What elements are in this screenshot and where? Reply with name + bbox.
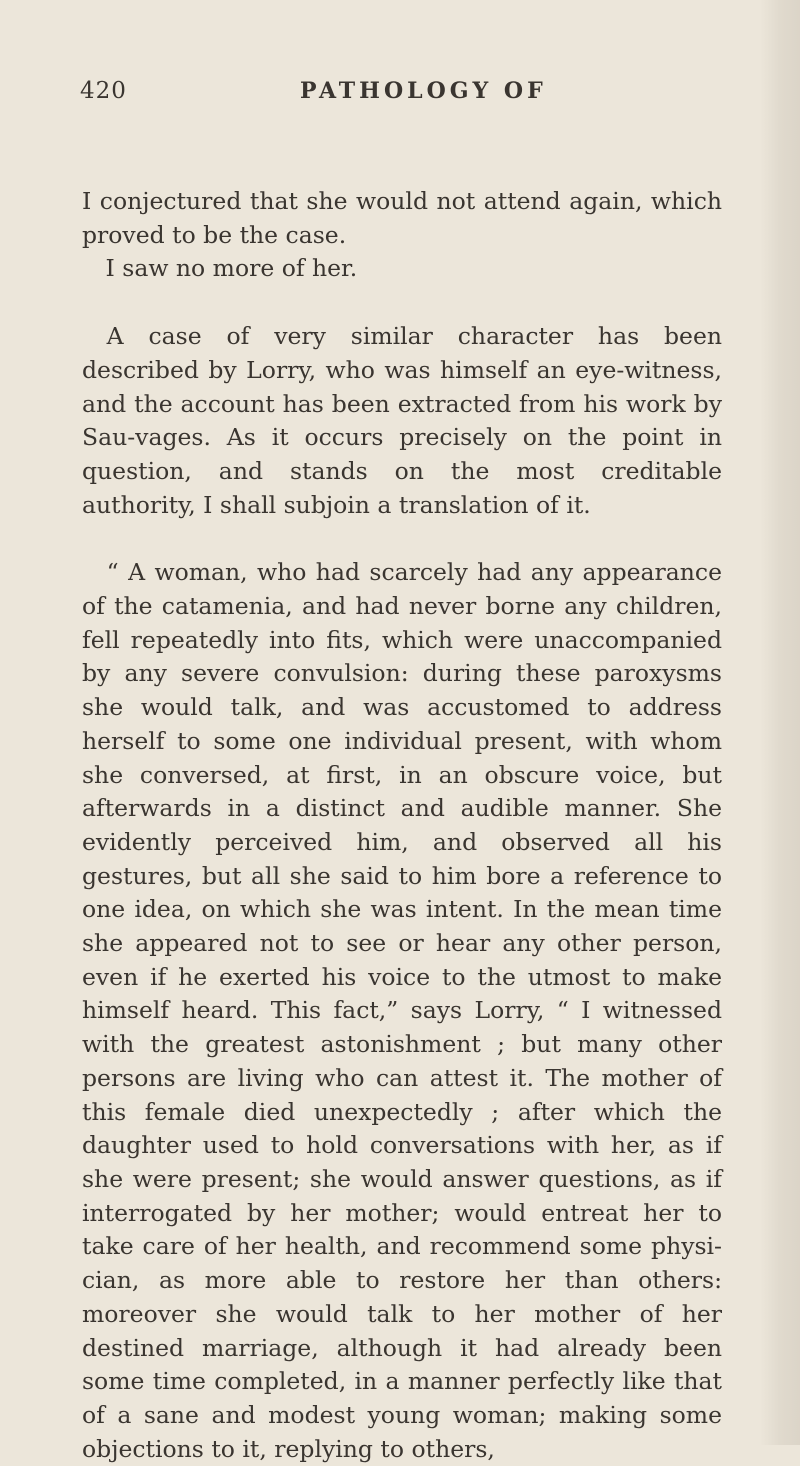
paragraph-1: I conjectured that she would not attend again, which proved to be the case. — [82, 187, 722, 249]
paragraph-2: I saw no more of her. — [105, 254, 358, 283]
page-edge-shadow — [760, 0, 800, 1445]
body-text — [82, 185, 722, 1466]
paragraph-gap — [82, 522, 722, 556]
page-number: 420 — [80, 78, 127, 104]
paragraph-4-quotation: “ A woman, who had scarcely had any appearance of the catamenia, and had never borne any children, fell repeatedly into fits, which were unaccompanied by any severe convulsion: during these paroxysms she would talk, and was accustomed to address herself to some one individual present, with whom she conversed, at first, in an obscure voice, but afterwards in a distinct and audible manner. She evidently perceived him, and observed all his gestures, but all she said to him bore a reference to one idea, on which she was intent. In the mean time she appeared not to see or hear any other person, even if he exerted his voice to the utmost to make himself heard. This fact,” says Lorry, “ I witnessed with the greatest astonishment ; but many other persons are living who can attest it. The mother of this female died unexpectedly ; after which the daughter used to hold conversations with her, as if she were present; she would answer questions, as if interrogated by her mother; would entreat her to take care of her health, and recommend some physi-cian, as more able to restore her than others: moreover she would talk to her mother of her destined marriage, although it had already been some time completed, in a manner perfectly like that of a sane and modest young woman; making some objections to it, replying to others, — [82, 558, 722, 1463]
running-title: PATHOLOGY OF — [300, 78, 547, 104]
paragraph-gap — [82, 286, 722, 320]
paragraph-3: A case of very similar character has been described by Lorry, who was himself an eye-witness, and the account has been extracted from his work by Sau-vages. As it occurs precisely on the point in question, and stands on the most creditable authority, I shall subjoin a translation of it. — [82, 322, 722, 519]
